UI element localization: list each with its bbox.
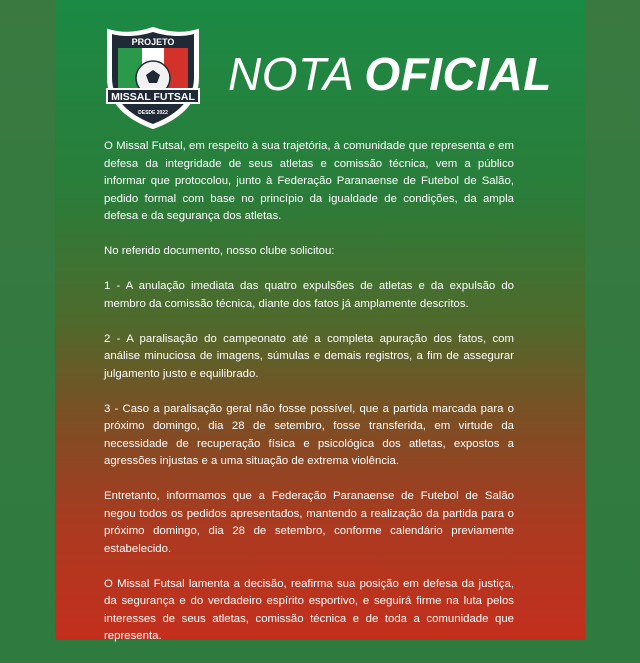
paragraph-item-3: 3 - Caso a paralisação geral não fosse possível, que a partida marcada para o próximo domingo, dia 28 de setembro, fosse transferida, em virtude da necessidade de recuperação física e psicológica dos atletas, expostos a agressões injustas e a uma situação de extrema violência. <box>104 402 514 467</box>
right-border <box>585 0 640 640</box>
title-bold: OFICIAL <box>364 48 552 100</box>
paragraph-federation-response: Entretanto, informamos que a Federação Paranaense de Futebol de Salão negou todos os pedidos apresentados, mantendo a realização da partida para o próximo domingo, dia 28 de setembro, conforme calendário previamente estabelecido. <box>104 490 514 555</box>
paragraph-closing: O Missal Futsal lamenta a decisão, reafirma sua posição em defesa da justiça, da segurança e do verdadeiro espírito esportivo, e seguirá firme na luta pelos interesses de seus atletas, comissão técnica e de toda a comunidade que representa. <box>104 577 514 642</box>
logo-since-text: DESDE 2022 <box>138 110 168 116</box>
logo-name-text: MISSAL FUTSAL <box>111 91 195 103</box>
left-border <box>0 0 55 640</box>
missal-futsal-logo <box>104 26 202 130</box>
page-title <box>228 46 552 102</box>
statement-body <box>104 138 514 663</box>
paragraph-request-lead: No referido documento, nosso clube solicitou: <box>104 245 335 257</box>
title-light: NOTA <box>228 48 355 100</box>
logo-top-text: PROJETO <box>131 37 175 47</box>
paragraph-item-2: 2 - A paralisação do campeonato até a completa apuração dos fatos, com análise minuciosa de imagens, súmulas e demais registros, a fim de assegurar julgamento justo e equilibrado. <box>104 332 514 380</box>
paragraph-item-1: 1 - A anulação imediata das quatro expulsões de atletas e da expulsão do membro da comissão técnica, diante dos fatos já amplamente descritos. <box>104 280 514 310</box>
paragraph-intro: O Missal Futsal, em respeito à sua trajetória, à comunidade que representa e em defesa da integridade de seus atletas e comissão técnica, vem a público informar que protocolou, junto à Federação Paranaense de Futebol de Salão, pedido formal com base no princípio da igualdade de condições, da ampla defesa e da segurança dos atletas. <box>104 140 514 222</box>
